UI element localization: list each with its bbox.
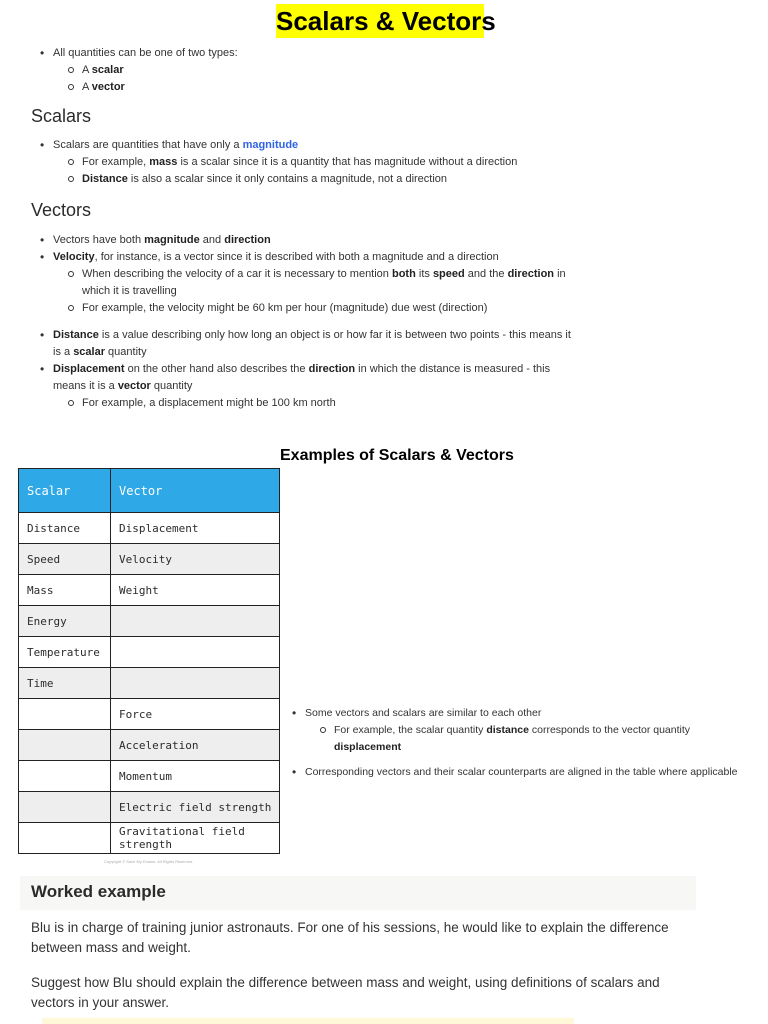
vector-cell: Weight: [111, 575, 280, 606]
scalar-cell: Distance: [19, 513, 111, 544]
scalar-cell: [19, 699, 111, 730]
vector-cell: Electric field strength: [111, 792, 280, 823]
scalar-cell: [19, 792, 111, 823]
table-title: Examples of Scalars & Vectors: [280, 447, 514, 464]
vector-cell: [111, 637, 280, 668]
scalar-cell: Temperature: [19, 637, 111, 668]
scalars-list: [38, 137, 598, 188]
table-header-row: [19, 469, 280, 513]
vector-cell: Acceleration: [111, 730, 280, 761]
list-item: For example, a displacement might be 100 km north: [61, 395, 598, 412]
list-item: A scalar: [61, 62, 598, 79]
table-row: [19, 637, 280, 668]
table-row: [19, 544, 280, 575]
scalar-cell: Mass: [19, 575, 111, 606]
scalar-cell: Speed: [19, 544, 111, 575]
table-row: [19, 823, 280, 854]
table-row: [19, 792, 280, 823]
magnitude-link[interactable]: magnitude: [242, 139, 299, 151]
side-notes-list: [290, 705, 760, 781]
vector-cell: Force: [111, 699, 280, 730]
list-item: Distance is also a scalar since it only contains a magnitude, not a direction: [61, 171, 598, 188]
list-item: • Scalars are quantities that have only a magnitude: [38, 137, 598, 154]
vector-cell: Momentum: [111, 761, 280, 792]
column-header-scalar: Scalar: [19, 469, 111, 513]
worked-example-paragraph-1: Blu is in charge of training junior astronauts. For one of his sessions, he would like to explain the difference between mass and weight.: [31, 920, 669, 955]
table-row: [19, 668, 280, 699]
table-row: [19, 699, 280, 730]
list-item: When describing the velocity of a car it is necessary to mention both its speed and the direction in which it is travelling: [61, 266, 582, 300]
scalars-heading: Scalars: [31, 106, 92, 126]
table-row: [19, 575, 280, 606]
scalar-cell: [19, 761, 111, 792]
table-row: [19, 761, 280, 792]
intro-list: [38, 45, 598, 96]
list-item: • Displacement on the other hand also describes the direction in which the distance is measured - this means it is a vector quantity: [38, 361, 583, 395]
scalar-cell: Time: [19, 668, 111, 699]
table-row: [19, 513, 280, 544]
table-row: [19, 730, 280, 761]
table-row: [19, 606, 280, 637]
answer-box-edge: [42, 1018, 574, 1024]
list-item: For example, the velocity might be 60 km per hour (magnitude) due west (direction): [61, 300, 598, 317]
list-item: • All quantities can be one of two types:: [38, 45, 598, 62]
list-item: • Distance is a value describing only how long an object is or how far it is between two points - this means it is a scalar quantity: [38, 327, 573, 361]
worked-example-paragraph-2: Suggest how Blu should explain the difference between mass and weight, using definitions of scalars and vectors in your answer.: [31, 975, 660, 1010]
vector-cell: [111, 668, 280, 699]
column-header-vector: Vector: [111, 469, 280, 513]
list-item: • Some vectors and scalars are similar to each other: [290, 705, 760, 722]
page-title: Scalars & Vectors: [276, 6, 496, 36]
list-item: For example, the scalar quantity distance corresponds to the vector quantity displacement: [313, 722, 760, 756]
vectors-list: [38, 232, 598, 412]
scalar-cell: Energy: [19, 606, 111, 637]
list-item: • Velocity, for instance, is a vector since it is described with both a magnitude and a direction: [38, 249, 598, 266]
vector-cell: Displacement: [111, 513, 280, 544]
list-item: • Corresponding vectors and their scalar counterparts are aligned in the table where applicable: [290, 764, 760, 781]
vector-cell: Velocity: [111, 544, 280, 575]
copyright-note: Copyright © Save My Exams. All Rights Reserved: [104, 859, 193, 864]
vectors-heading: Vectors: [31, 200, 92, 220]
list-item: A vector: [61, 79, 598, 96]
scalar-cell: [19, 823, 111, 854]
scalar-vector-table: [18, 468, 280, 854]
list-item: For example, mass is a scalar since it is a quantity that has magnitude without a direction: [61, 154, 598, 171]
list-item: • Vectors have both magnitude and direction: [38, 232, 598, 249]
vector-cell: [111, 606, 280, 637]
worked-example-heading: Worked example: [31, 882, 166, 901]
vector-cell: Gravitational field strength: [111, 823, 280, 854]
scalar-cell: [19, 730, 111, 761]
